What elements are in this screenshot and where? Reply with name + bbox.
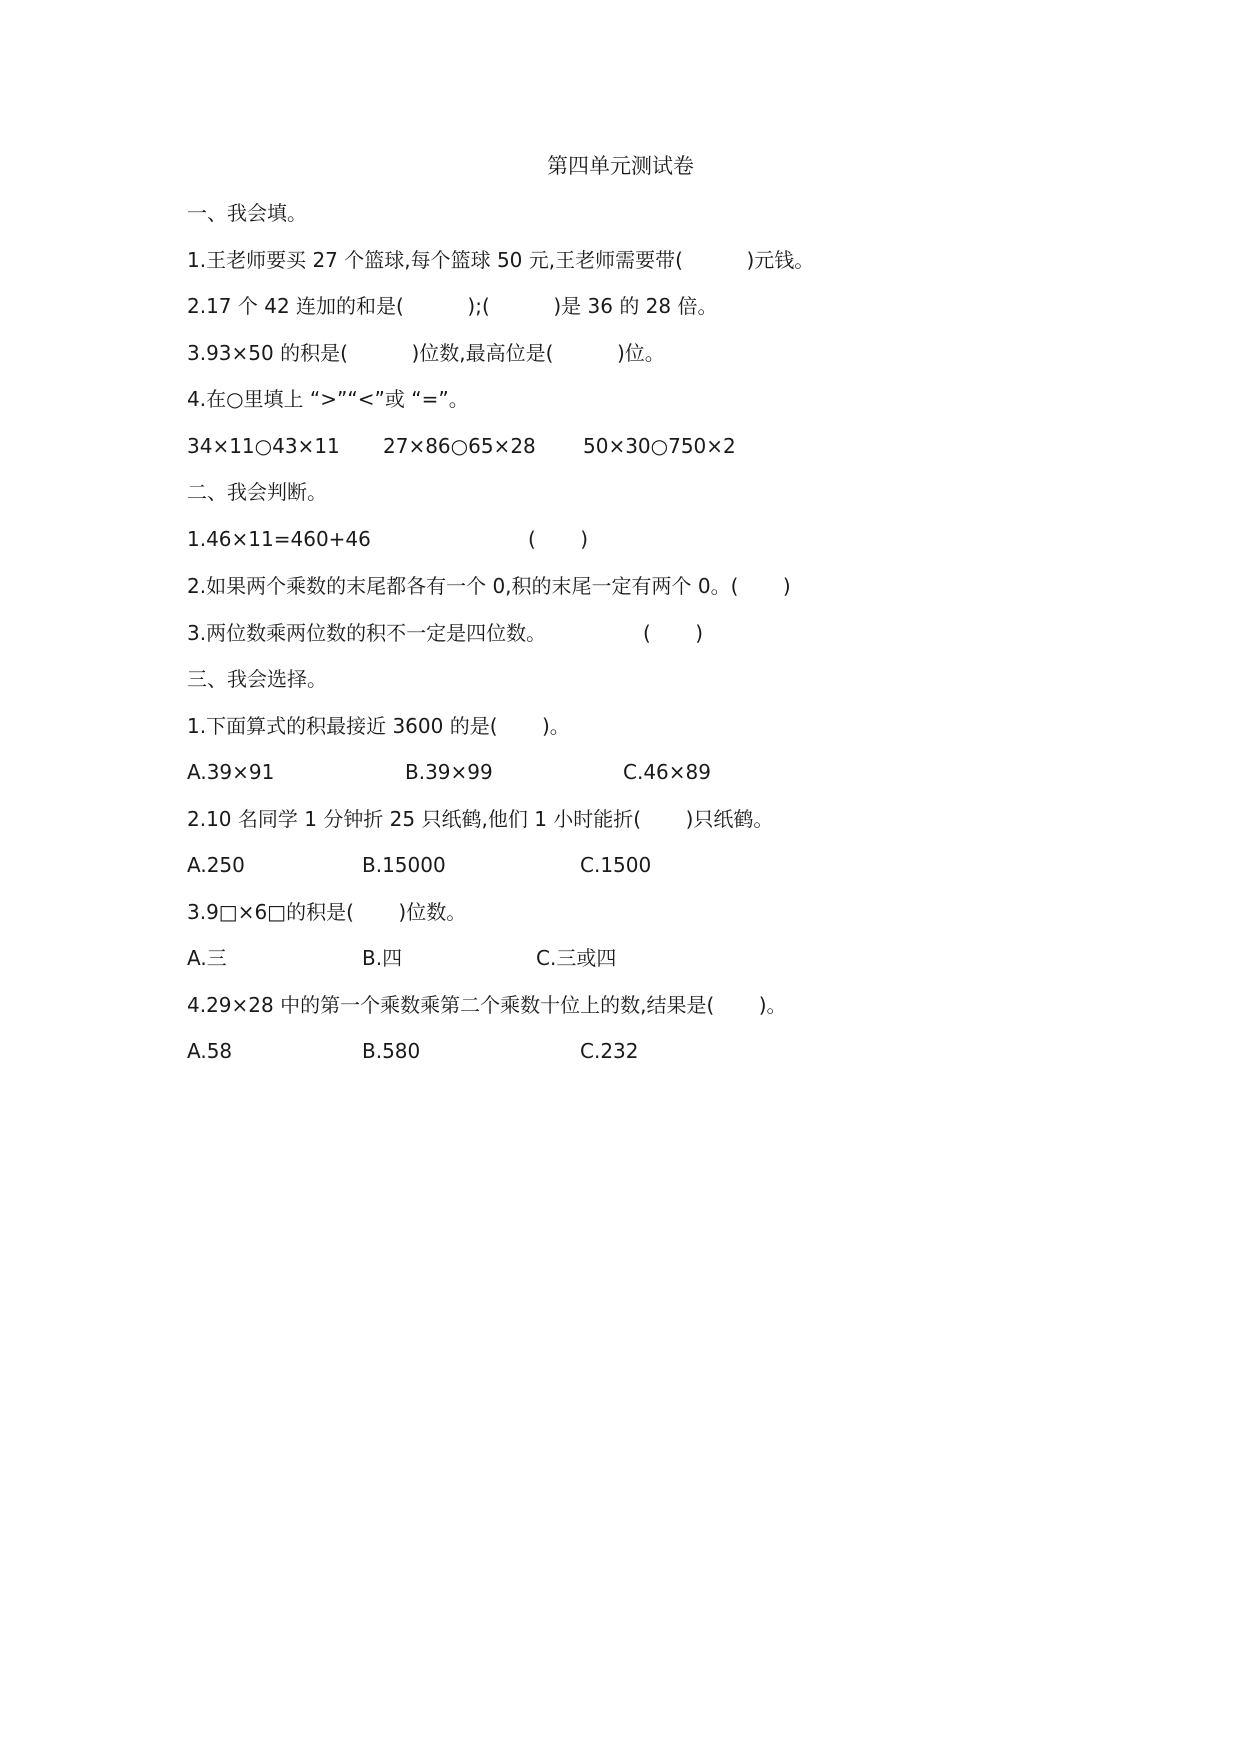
option-c: C.232 xyxy=(580,1039,639,1063)
question-fill-3: 3.93×50 的积是( )位数,最高位是( )位。 xyxy=(187,341,665,365)
section-heading-choose: 三、我会选择。 xyxy=(187,667,327,691)
compare-item-2: 27×86○65×28 xyxy=(383,434,536,458)
option-a: A.39×91 xyxy=(187,760,275,784)
question-choose-3: 3.9□×6□的积是( )位数。 xyxy=(187,900,467,924)
option-b: B.39×99 xyxy=(405,760,493,784)
option-a: A.250 xyxy=(187,853,245,877)
option-c: C.1500 xyxy=(580,853,652,877)
option-a: A.58 xyxy=(187,1039,233,1063)
question-judge-2: 2.如果两个乘数的末尾都各有一个 0,积的末尾一定有两个 0。( ) xyxy=(187,574,791,598)
compare-item-1: 34×11○43×11 xyxy=(187,434,340,458)
option-b: B.四 xyxy=(362,946,403,970)
option-c: C.三或四 xyxy=(536,946,617,970)
option-a: A.三 xyxy=(187,946,227,970)
question-fill-4: 4.在○里填上 “>”“<”或 “=”。 xyxy=(187,387,469,411)
question-choose-1: 1.下面算式的积最接近 3600 的是( )。 xyxy=(187,714,570,738)
option-b: B.580 xyxy=(362,1039,421,1063)
option-c: C.46×89 xyxy=(623,760,711,784)
question-judge-3: 3.两位数乘两位数的积不一定是四位数。 xyxy=(187,621,547,645)
question-choose-2: 2.10 名同学 1 分钟折 25 只纸鹤,他们 1 小时能折( )只纸鹤。 xyxy=(187,807,774,831)
question-fill-2: 2.17 个 42 连加的和是( );( )是 36 的 28 倍。 xyxy=(187,294,718,318)
answer-paren-judge-1: ( ) xyxy=(528,527,589,551)
compare-item-3: 50×30○750×2 xyxy=(583,434,736,458)
question-choose-4: 4.29×28 中的第一个乘数乘第二个乘数十位上的数,结果是( )。 xyxy=(187,993,787,1017)
section-heading-judge: 二、我会判断。 xyxy=(187,480,327,504)
option-b: B.15000 xyxy=(362,853,446,877)
answer-paren-judge-3: ( ) xyxy=(643,621,704,645)
page-title: 第四单元测试卷 xyxy=(547,154,694,178)
question-judge-1: 1.46×11=460+46 xyxy=(187,527,371,551)
question-fill-1: 1.王老师要买 27 个篮球,每个篮球 50 元,王老师需要带( )元钱。 xyxy=(187,248,815,272)
section-heading-fill: 一、我会填。 xyxy=(187,201,307,225)
